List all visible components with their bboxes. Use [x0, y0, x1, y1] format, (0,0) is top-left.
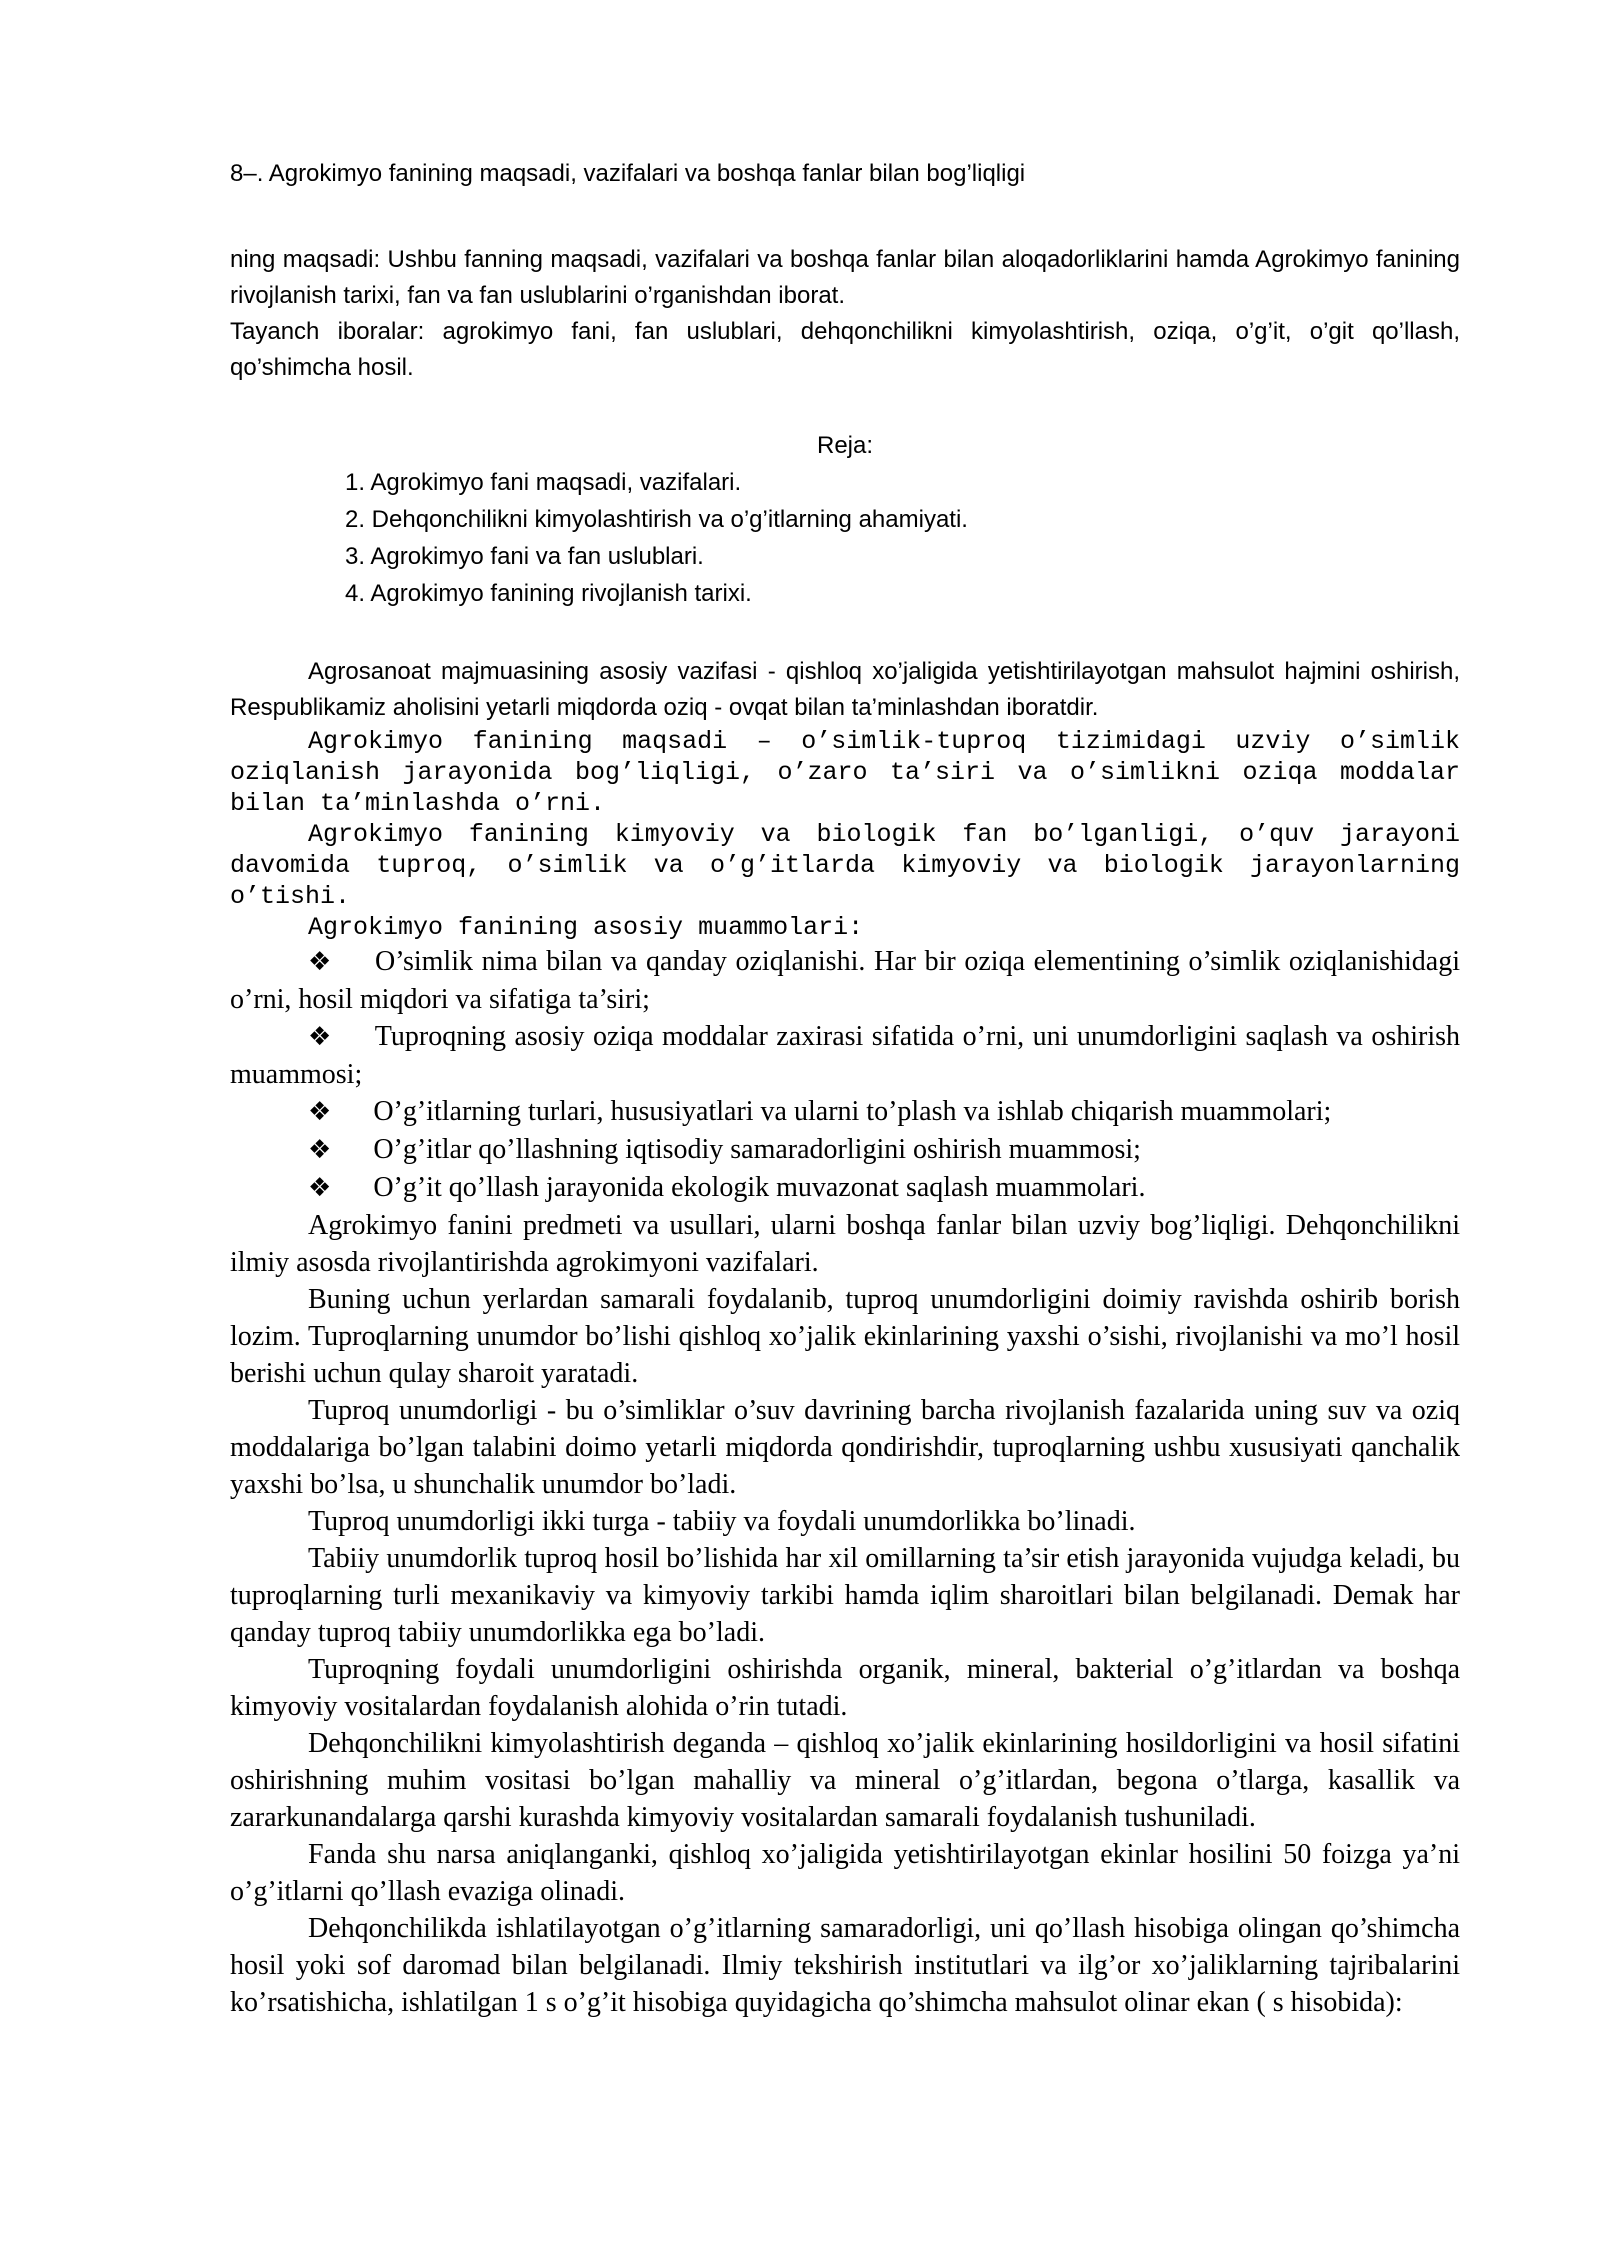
bullet-text: O’g’itlar qo’llashning iqtisodiy samaradorligini oshirish muammosi; [373, 1134, 1141, 1165]
mono-heading-problems: Agrokimyo fanining asosiy muammolari: [308, 913, 864, 942]
bullet-text: O’g’itlarning turlari, hususiyatlari va ularni to’plash va ishlab chiqarish muammolari; [373, 1096, 1332, 1127]
mono-paragraph: Agrokimyo fanining maqsadi – o’simlik-tuproq tizimidagi uzviy o’simlik oziqlanish jarayonida bog’liqligi, o’zaro ta’siri va o’simlikni oziqa moddalar bilan ta’minlashda o’rni. [230, 727, 1460, 818]
bullet-item [230, 1093, 1460, 1131]
plan-list [230, 464, 1460, 612]
diamond-bullet-icon: ❖ [308, 1135, 332, 1165]
serif-paragraph: Agrokimyo fanini predmeti va usullari, ularni boshqa fanlar bilan uzviy bog’liqligi. Dehqonchilikni ilmiy asosda rivojlantirishda agrokimyoni vazifalari. [230, 1210, 1460, 1278]
bullet-item [230, 1131, 1460, 1169]
plan-item: 3. Agrokimyo fani va fan uslublari. [345, 543, 704, 570]
body-paragraph-sans: Agrosanoat majmuasining asosiy vazifasi - qishloq xo’jaligida yetishtirilayotgan mahsulot hajmini oshirish, Respublikamiz aholisini yetarli miqdorda oziq - ovqat bilan ta’minlashdan iboratdir. [230, 658, 1460, 721]
serif-paragraph: Tuproq unumdorligi ikki turga - tabiiy va foydali unumdorlikka bo’linadi. [308, 1506, 1136, 1537]
bullet-text: Tuproqning asosiy oziqa moddalar zaxirasi sifatida o’rni, uni unumdorligini saqlash va oshirish muammosi; [230, 1021, 1460, 1090]
plan-heading: Reja: [816, 432, 874, 459]
bullet-text: O’g’it qo’llash jarayonida ekologik muvazonat saqlash muammolari. [373, 1172, 1146, 1203]
bullet-item [230, 1018, 1460, 1093]
plan-item: 1. Agrokimyo fani maqsadi, vazifalari. [345, 469, 742, 496]
plan-item: 4. Agrokimyo fanining rivojlanish tarixi. [345, 580, 752, 607]
bullet-item [230, 1169, 1460, 1207]
serif-paragraph: Tuproqning foydali unumdorligini oshirishda organik, mineral, bakterial o’g’itlardan va boshqa kimyoviy vositalardan foydalanish alohida o’rin tutadi. [230, 1654, 1460, 1722]
mono-paragraph: Agrokimyo fanining kimyoviy va biologik fan bo’lganligi, o’quv jarayoni davomida tuproq, o’simlik va o’g’itlarda kimyoviy va biologik jarayonlarning o’tishi. [230, 820, 1460, 911]
serif-paragraph: Tuproq unumdorligi - bu o’simliklar o’suv davrining barcha rivojlanish fazalarida uning suv va oziq moddalariga bo’lgan talabini doimo yetarli miqdorda qondirishdir, tuproqlarning ushbu xususiyati qanchalik yaxshi bo’lsa, u shunchalik unumdor bo’ladi. [230, 1395, 1460, 1500]
diamond-bullet-icon: ❖ [308, 1097, 332, 1127]
diamond-bullet-icon: ❖ [308, 1022, 333, 1052]
intro-paragraph: ning maqsadi: Ushbu fanning maqsadi, vazifalari va boshqa fanlar bilan aloqadorliklarini hamda Agrokimyo fanining rivojlanish tarixi, fan va fan uslublarini o’rganishdan iborat. [230, 246, 1460, 309]
bullet-text: O’simlik nima bilan va qanday oziqlanishi. Har bir oziqa elementining o’simlik oziqlanishidagi o’rni, hosil miqdori va sifatiga ta’siri; [230, 946, 1460, 1015]
diamond-bullet-icon: ❖ [308, 1173, 332, 1203]
bullet-item [230, 943, 1460, 1018]
plan-item: 2. Dehqonchilikni kimyolashtirish va o’g’itlarning ahamiyati. [345, 506, 968, 533]
serif-paragraph: Buning uchun yerlardan samarali foydalanib, tuproq unumdorligini doimiy ravishda oshirib borish lozim. Tuproqlarning unumdor bo’lishi qishloq xo’jalik ekinlarining yaxshi o’sishi, rivojlanishi va mo’l hosil berishi uchun qulay sharoit yaratadi. [230, 1284, 1460, 1389]
serif-paragraph: Fanda shu narsa aniqlanganki, qishloq xo’jaligida yetishtirilayotgan ekinlar hosilini 50 foizga ya’ni o’g’itlarni qo’llash evaziga olinadi. [230, 1839, 1460, 1907]
page-title: 8–. Agrokimyo fanining maqsadi, vazifalari va boshqa fanlar bilan bog’liqligi [230, 160, 1026, 187]
serif-paragraph: Dehqonchilikda ishlatilayotgan o’g’itlarning samaradorligi, uni qo’llash hisobiga olingan qo’shimcha hosil yoki sof daromad bilan belgilanadi. Ilmiy tekshirish institutlari va ilg’or xo’jaliklarning tajribalarini ko’rsatishicha, ishlatilgan 1 s o’g’it hisobiga quyidagicha qo’shimcha mahsulot olinar ekan ( s hisobida): [230, 1913, 1460, 2018]
diamond-bullet-icon: ❖ [308, 947, 333, 977]
intro-paragraph: Tayanch iboralar: agrokimyo fani, fan uslublari, dehqonchilikni kimyolashtirish, oziqa, o’g’it, o’git qo’llash, qo’shimcha hosil. [230, 318, 1460, 381]
serif-paragraph: Dehqonchilikni kimyolashtirish deganda – qishloq xo’jalik ekinlarining hosildorligini va hosil sifatini oshirishning muhim vositasi bo’lgan mahalliy va mineral o’g’itlardan, begona o’tlarga, kasallik va zararkunandalarga qarshi kurashda kimyoviy vositalardan samarali foydalanish tushuniladi. [230, 1728, 1460, 1833]
serif-paragraph: Tabiiy unumdorlik tuproq hosil bo’lishida har xil omillarning ta’sir etish jarayonida vujudga keladi, bu tuproqlarning turli mexanikaviy va kimyoviy tarkibi hamda iqlim sharoitlari bilan belgilanadi. Demak har qanday tuproq tabiiy unumdorlikka ega bo’ladi. [230, 1543, 1460, 1648]
